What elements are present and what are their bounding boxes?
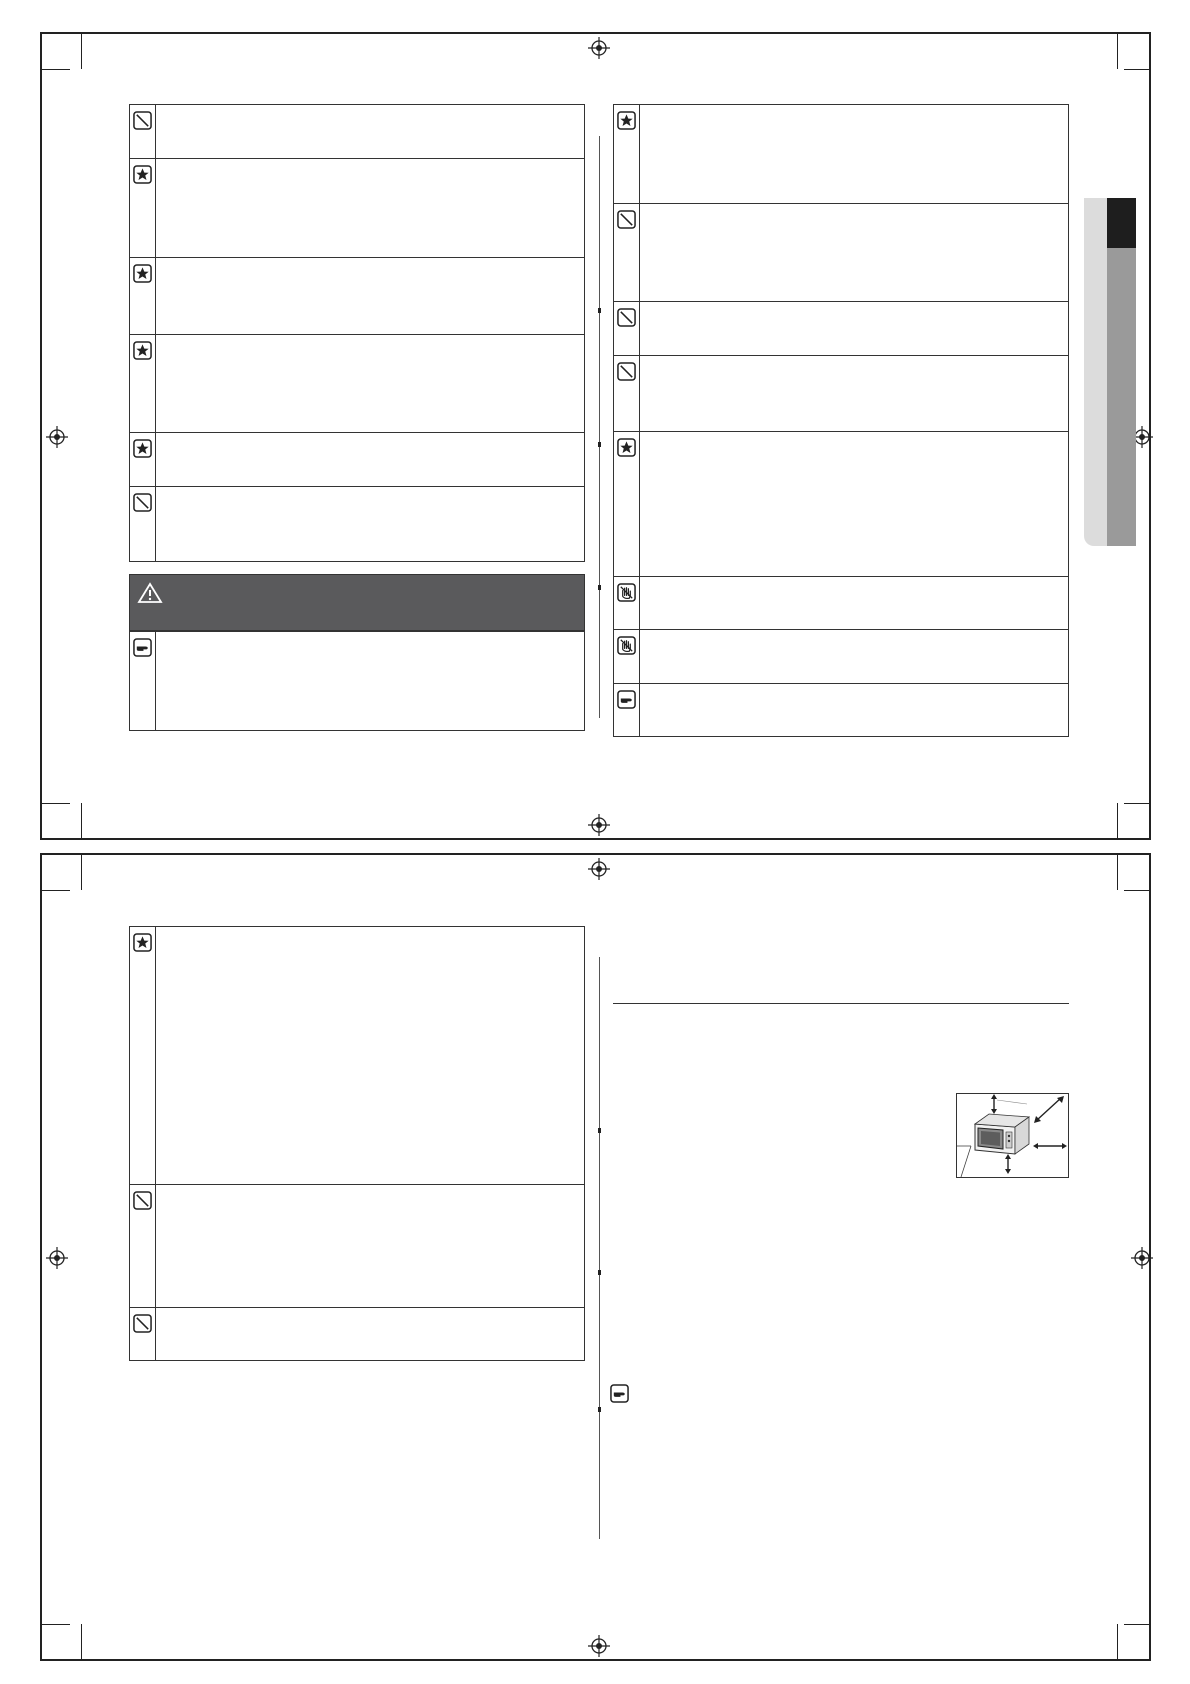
- crop-mark: [1117, 803, 1118, 838]
- crop-mark: [81, 1624, 82, 1659]
- registration-mark-icon: [588, 1635, 610, 1657]
- safety-row: [130, 159, 584, 258]
- hand-no-icon: [617, 636, 636, 655]
- safety-row: [614, 204, 1068, 302]
- safety-table-left: [129, 104, 585, 562]
- crop-mark: [81, 803, 82, 838]
- registration-mark-icon: [1131, 1247, 1153, 1269]
- crop-mark: [81, 34, 82, 69]
- pointing-hand-icon: [617, 690, 636, 709]
- safety-row: [130, 487, 584, 561]
- section-tab-active: [1107, 198, 1136, 248]
- pointing-hand-icon: [610, 1384, 629, 1403]
- safety-row: [614, 577, 1068, 630]
- safety-row: [614, 630, 1068, 684]
- crop-mark: [1124, 803, 1150, 804]
- safety-row: [614, 684, 1068, 736]
- crop-mark: [42, 69, 70, 70]
- safety-row: [614, 356, 1068, 432]
- safety-row: [614, 302, 1068, 356]
- fold-tick: [598, 308, 601, 313]
- registration-mark-icon: [588, 37, 610, 59]
- safety-row: [130, 927, 584, 1185]
- crop-mark: [1117, 1624, 1118, 1659]
- pointing-hand-icon: [133, 638, 152, 657]
- crop-mark: [1117, 34, 1118, 69]
- star-icon: [617, 111, 636, 130]
- section-tab-inactive: [1107, 248, 1136, 546]
- prohibited-icon: [617, 362, 636, 381]
- caution-header: [129, 574, 585, 631]
- star-icon: [133, 933, 152, 952]
- safety-table-right: [613, 104, 1069, 737]
- crop-mark: [42, 803, 70, 804]
- star-icon: [133, 341, 152, 360]
- hand-no-icon: [617, 583, 636, 602]
- fold-tick: [598, 442, 601, 447]
- crop-mark: [42, 1624, 70, 1625]
- microwave-clearance-figure: [956, 1093, 1069, 1178]
- prohibited-icon: [617, 210, 636, 229]
- prohibited-icon: [133, 1314, 152, 1333]
- crop-mark: [1124, 1624, 1150, 1625]
- caution-row: [130, 632, 584, 730]
- registration-mark-icon: [46, 1247, 68, 1269]
- registration-mark-icon: [46, 426, 68, 448]
- warning-triangle-icon: [137, 582, 163, 604]
- fold-tick: [598, 585, 601, 590]
- fold-tick: [598, 1128, 601, 1133]
- safety-row: [130, 1185, 584, 1308]
- prohibited-icon: [617, 308, 636, 327]
- safety-row: [614, 105, 1068, 204]
- safety-row: [130, 1308, 584, 1360]
- star-icon: [133, 439, 152, 458]
- crop-mark: [42, 890, 70, 891]
- prohibited-icon: [133, 1191, 152, 1210]
- fold-line: [599, 136, 600, 718]
- star-icon: [133, 264, 152, 283]
- safety-row: [614, 432, 1068, 577]
- crop-mark: [1124, 890, 1150, 891]
- section-divider: [613, 1003, 1069, 1004]
- crop-mark: [1117, 855, 1118, 890]
- registration-mark-icon: [588, 858, 610, 880]
- fold-tick: [598, 1270, 601, 1275]
- safety-row: [130, 335, 584, 433]
- safety-row: [130, 433, 584, 487]
- microwave-illustration: [957, 1094, 1068, 1177]
- crop-mark: [1124, 69, 1150, 70]
- caution-table: [129, 631, 585, 731]
- safety-table-left-2: [129, 926, 585, 1361]
- registration-mark-icon: [588, 814, 610, 836]
- safety-row: [130, 258, 584, 335]
- prohibited-icon: [133, 493, 152, 512]
- star-icon: [133, 165, 152, 184]
- crop-mark: [81, 855, 82, 890]
- fold-tick: [598, 1407, 601, 1412]
- fold-line: [599, 957, 600, 1539]
- prohibited-icon: [133, 111, 152, 130]
- star-icon: [617, 438, 636, 457]
- safety-row: [130, 105, 584, 159]
